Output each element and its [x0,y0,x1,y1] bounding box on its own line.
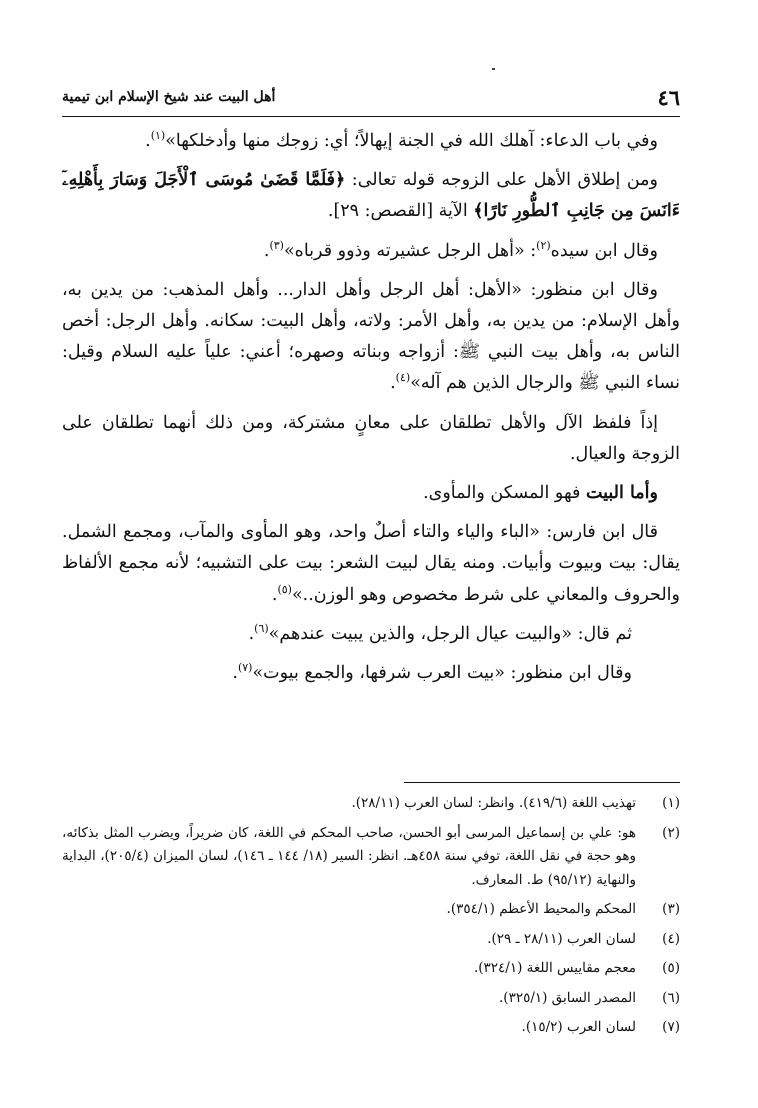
footnote-ref[interactable]: (٣) [269,238,284,252]
footnote-item [62,957,680,981]
footnote-rule [404,782,680,783]
paragraph-bayt: وأما البيت فهو المسكن والمأوى. [423,483,658,504]
footnote-ref[interactable]: (٦) [254,622,269,636]
footnote-item [62,792,680,816]
footnote-text: المصدر السابق (٣٢٥/١). [499,989,636,1006]
paragraph-then-said: ثم قال: «والبيت عيال الرجل، والذين يبيت عندهم»$^{(٦)}$. [248,622,632,644]
footnote-text: المحكم والمحيط الأعظم (٣٥٤/١). [446,901,636,917]
footnote-item [62,1016,680,1040]
scan-speck [492,68,495,70]
main-text [62,126,680,697]
footnote-ref[interactable]: (٥) [277,582,292,596]
running-title: أهل البيت عند شيخ الإسلام ابن تيمية [62,89,276,105]
footnote-number: (٦) [662,989,680,1006]
footnote-ref[interactable]: (١) [150,129,166,143]
footnote-text: لسان العرب (١٥/٢). [521,1019,636,1035]
header-rule [62,116,680,117]
footnote-number: (٧) [662,1019,680,1035]
page-number: ٤٦ [657,84,680,110]
footnote-item [62,898,680,922]
footnote-number: (١) [662,795,680,811]
footnote-ref[interactable]: (٧) [237,661,253,675]
footnote-ref[interactable]: (٤) [395,371,411,385]
page-header [62,84,680,110]
footnote-item [62,987,680,1011]
footnote-number: (٢) [662,824,680,841]
footnote-ref[interactable]: (٢) [536,238,551,252]
paragraph-dua: وفي باب الدعاء: آهلك الله في الجنة إيهالاً؛ أي: زوجك منها وأدخلكها»$^{(١)}$. [145,129,658,151]
footnote-text: لسان العرب (٢٨/١١ ـ ٢٩). [487,930,636,947]
quran-verse: ﴿فَلَمَّا قَضَىٰ مُوسَى ٱلْأَجَلَ وَسَارَ بِأَهْلِهِۦٓ ءَانَسَ مِن جَانِبِ ٱلطُّورِ نَارًا﴾ [62,170,680,222]
footnote-number: (٤) [662,930,680,947]
paragraph-conclusion: إذاً فلفظ الآل والأهل تطلقان على معانٍ مشتركة، ومن ذلك أنهما تطلقان على الزوجة والعيال. [62,412,680,464]
footnote-item [62,822,680,893]
paragraph-verse: ومن إطلاق الأهل على الزوجه قوله تعالى: ﴿فَلَمَّا قَضَىٰ مُوسَى ٱلْأَجَلَ وَسَارَ بِأَهْلِهِۦٓ ءَانَسَ مِن جَانِبِ ٱلطُّورِ نَارًا﴾ الآية [القصص: ٢٩]. [62,170,680,222]
footnote-text: هو: علي بن إسماعيل المرسى أبو الحسن، صاحب المحكم في اللغة، كان ضريراً، ويضرب المثل بذكائه، وهو حجة في نقل اللغة، توفي سنة ٤٥٨هـ. انظر: السير (١٨/ ١٤٤ ـ ١٤٦)، لسان الميزان (٢٠٥/٤)، البداية والنهاية (٩٥/١٢) ط. المعارف. [62,824,637,888]
footnote-number: (٣) [662,901,680,917]
footnote-number: (٥) [662,960,680,976]
footnotes [62,792,680,1046]
paragraph-ibn-manzur-bayt: وقال ابن منظور: «بيت العرب شرفها، والجمع بيوت»$^{(٧)}$. [232,661,632,684]
paragraph-ibn-manzur-ahl: وقال ابن منظور: «الأهل: أهل الرجل وأهل الدار... وأهل المذهب: من يدين به، وأهل الإسلام: من يدين به، وأهل الأمر: ولاته، وأهل البيت: سكانه. وأهل الرجل: أخص الناس به، وأهل بيت النبي ﷺ: أزواجه وبناته وصهره؛ أعني: علياً عليه السلام وقيل: نساء النبي ﷺ والرجال الذين هم آله»$^{(٤)}$. [62,279,680,394]
footnote-text: تهذيب اللغة (٤١٩/٦). وانظر: لسان العرب (٢٨/١١). [351,795,636,811]
footnote-text: معجم مقاييس اللغة (٣٢٤/١). [473,960,636,976]
section-lead: وأما البيت [585,483,658,504]
paragraph-ibn-faris: قال ابن فارس: «الباء والياء والتاء أصلٌ واحد، وهو المأوى والمآب، ومجمع الشمل. يقال: بيت وبيوت وأبيات. ومنه يقال لبيت الشعر: بيت على التشبيه؛ لأنه مجمع الألفاظ والحروف والمعاني على شرط مخصوص وهو الوزن..»$^{(٥)}$. [62,522,680,605]
footnote-item [62,928,680,952]
paragraph-ibn-sidah: وقال ابن سيده$^{(٢)}$: «أهل الرجل عشيرته وذوو قرباه»$^{(٣)}$. [263,238,658,261]
